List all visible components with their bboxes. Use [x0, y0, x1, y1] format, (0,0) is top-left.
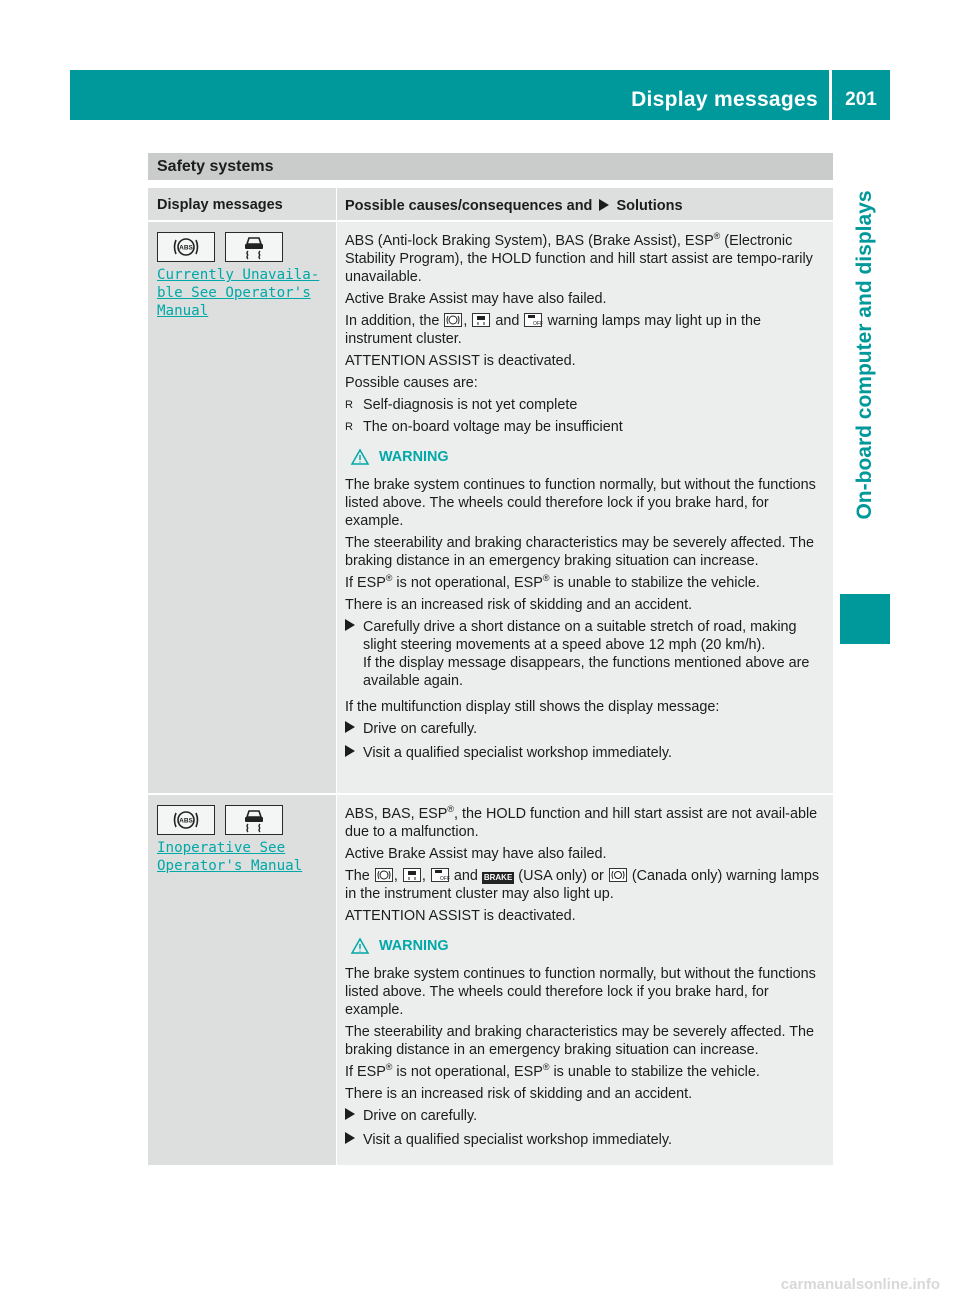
action-step-text: [363, 618, 826, 690]
text: ABS (Anti-lock Braking System), BAS (Brake Assist), ESP: [345, 233, 714, 249]
brake-lamp-icon: BRAKE: [483, 873, 513, 882]
text: If ESP: [345, 575, 386, 591]
registered-mark: ®: [447, 804, 455, 815]
display-message-line: ble See Operator's: [157, 285, 311, 301]
list-item: [345, 418, 826, 436]
brake-circle-lamp-icon: [609, 868, 627, 882]
warning-heading: [351, 448, 826, 466]
text: (Electronic Stability Program), the HOLD function and hill start assist are tempo-rarily unavailable.: [345, 233, 813, 285]
warning-triangle-icon: [351, 449, 369, 465]
text: In addition, the: [345, 313, 440, 329]
esp-off-lamp-icon: [524, 313, 542, 327]
paragraph: [345, 1063, 826, 1081]
abs-lamp-icon: [444, 313, 462, 327]
warning-heading: [351, 937, 826, 955]
list-item: [345, 396, 826, 414]
paragraph: [345, 574, 826, 592]
side-chapter-marker: [840, 594, 890, 644]
paragraph: The brake system continues to function normally, but without the functions listed above. The wheels could therefore lock if you brake hard, for example.: [345, 966, 816, 1018]
display-message-line: Currently Unavaila‐: [157, 267, 320, 283]
solution-cell: [336, 795, 833, 1165]
message-cell: [148, 795, 336, 1165]
warning-label: WARNING: [379, 449, 449, 465]
svg-text:ABS: ABS: [179, 817, 193, 825]
action-step: [345, 618, 826, 690]
text: Self-diagnosis is not yet complete: [363, 397, 578, 413]
column-header-causes: [336, 188, 833, 220]
page-number: 201: [845, 89, 877, 110]
text: (Canada only) warning lamps in the instrument cluster may also light up.: [345, 868, 820, 902]
text: warning lamps may light up in the instrument cluster.: [345, 313, 762, 347]
warning-label: WARNING: [379, 938, 449, 954]
svg-text:ABS: ABS: [179, 244, 193, 252]
action-step: [345, 1107, 826, 1125]
esp-skid-icon: [225, 805, 283, 835]
play-arrow-icon: [599, 199, 609, 211]
table-row: [148, 220, 833, 793]
text: (USA only) or: [518, 868, 604, 884]
esp-skid-icon: [225, 232, 283, 262]
message-icons: [157, 805, 327, 835]
page-header-title: Display messages: [631, 88, 818, 111]
column-header-solutions-label: Solutions: [616, 198, 683, 214]
svg-text:OFF: OFF: [439, 876, 450, 882]
abs-lamp-icon: [375, 868, 393, 882]
text: is not operational, ESP: [392, 1064, 543, 1080]
text: is not operational, ESP: [392, 575, 543, 591]
section-title: Safety systems: [148, 153, 833, 180]
svg-text:OFF: OFF: [533, 321, 544, 327]
text: Visit a qualified specialist workshop immediately.: [363, 745, 673, 761]
paragraph: ATTENTION ASSIST is deactivated.: [345, 908, 576, 924]
table-header: [148, 188, 833, 220]
esp-lamp-icon: [403, 868, 421, 882]
paragraph: If the multifunction display still shows the display message:: [345, 699, 720, 715]
text: If the display message disappears, the functions mentioned above are available again.: [363, 655, 810, 689]
paragraph: [345, 867, 826, 903]
play-arrow-icon: [345, 744, 363, 762]
registered-mark: ®: [713, 231, 721, 242]
paragraph: Possible causes are:: [345, 375, 478, 391]
paragraph: There is an increased risk of skidding and an accident.: [345, 1086, 693, 1102]
header-bar: [70, 70, 890, 120]
column-header-causes-label: Possible causes/consequences and: [345, 198, 593, 214]
message-cell: [148, 222, 336, 793]
display-message-line: Inoperative See: [157, 840, 286, 856]
side-chapter-tab: [840, 120, 890, 590]
text: and: [495, 313, 520, 329]
text: Drive on carefully.: [363, 1108, 478, 1124]
play-arrow-icon: [345, 1131, 363, 1149]
text: The: [345, 868, 370, 884]
registered-mark: ®: [542, 573, 550, 584]
solution-cell: [336, 222, 833, 793]
paragraph: The steerability and braking characteristics may be severely affected. The braking distance in an emergency braking situation can increase.: [345, 1024, 814, 1058]
column-header-messages: Display messages: [157, 197, 283, 213]
text: ,: [421, 868, 426, 884]
esp-off-lamp-icon: [431, 868, 449, 882]
text: , the HOLD function and hill start assist are not avail-able due to a malfunction.: [345, 806, 818, 840]
bullet-r-icon: R: [345, 421, 353, 433]
action-step: [345, 744, 826, 762]
abs-warning-icon: [157, 805, 215, 835]
action-step: [345, 1131, 826, 1149]
registered-mark: ®: [385, 573, 393, 584]
text: ,: [393, 868, 398, 884]
display-message-line: Manual: [157, 303, 209, 319]
play-arrow-icon: [345, 618, 363, 690]
action-step: [345, 720, 826, 738]
play-arrow-icon: [345, 1107, 363, 1125]
text: Carefully drive a short distance on a suitable stretch of road, making slight steering movements at a speed above 12 mph (20 km/h).: [363, 619, 797, 653]
paragraph: [345, 232, 826, 286]
registered-mark: ®: [385, 1062, 393, 1073]
paragraph: ATTENTION ASSIST is deactivated.: [345, 353, 576, 369]
text: Drive on carefully.: [363, 721, 478, 737]
paragraph: Active Brake Assist may have also failed.: [345, 846, 607, 862]
footer-watermark: carmanualsonline.info: [780, 1276, 940, 1293]
side-chapter-label: On-board computer and displays: [853, 190, 876, 520]
abs-warning-icon: [157, 232, 215, 262]
registered-mark: ®: [542, 1062, 550, 1073]
paragraph: The brake system continues to function normally, but without the functions listed above. The wheels could therefore lock if you brake hard, for example.: [345, 477, 816, 529]
text: If ESP: [345, 1064, 386, 1080]
text: is unable to stabilize the vehicle.: [549, 575, 760, 591]
paragraph: The steerability and braking characteristics may be severely affected. The braking distance in an emergency braking situation can increase.: [345, 535, 814, 569]
table-row: [148, 793, 833, 1165]
paragraph: [345, 805, 826, 841]
text: is unable to stabilize the vehicle.: [549, 1064, 760, 1080]
paragraph: There is an increased risk of skidding and an accident.: [345, 597, 693, 613]
bullet-r-icon: R: [345, 399, 353, 411]
warning-triangle-icon: [351, 938, 369, 954]
text: Visit a qualified specialist workshop immediately.: [363, 1132, 673, 1148]
text: ,: [463, 313, 468, 329]
paragraph: Active Brake Assist may have also failed.: [345, 291, 607, 307]
text: and: [453, 868, 478, 884]
message-icons: [157, 232, 327, 262]
display-messages-table: [148, 188, 833, 1165]
paragraph: [345, 312, 826, 348]
esp-lamp-icon: [472, 313, 490, 327]
text: The on-board voltage may be insufficient: [363, 419, 623, 435]
text: ABS, BAS, ESP: [345, 806, 448, 822]
play-arrow-icon: [345, 720, 363, 738]
display-message-line: Operator's Manual: [157, 858, 303, 874]
